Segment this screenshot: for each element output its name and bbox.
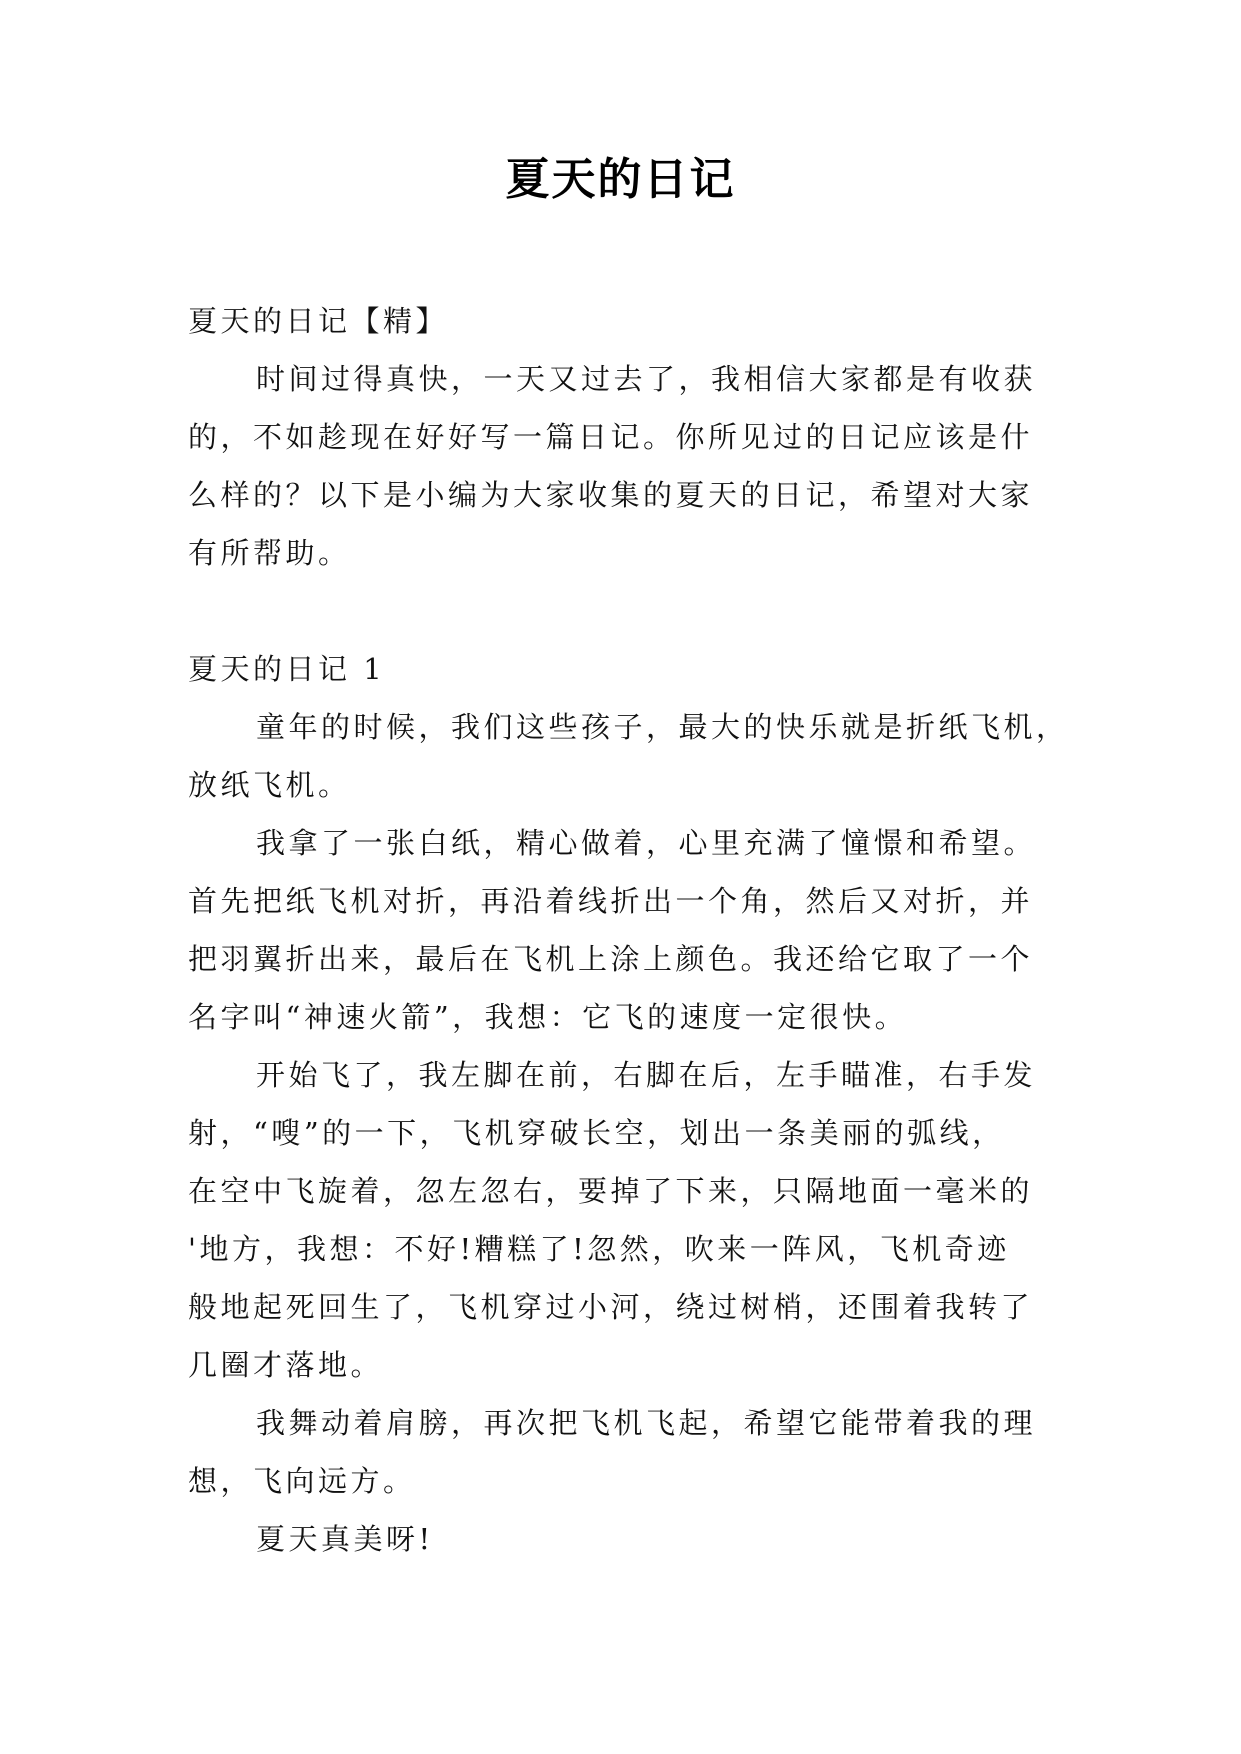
paragraph-line: '地方，我想：不好!糟糕了!忽然，吹来一阵风，飞机奇迹 [188,1232,1010,1266]
paragraph-line: 几圈才落地。 [188,1348,384,1382]
paragraph-line: 般地起死回生了，飞机穿过小河，绕过树梢，还围着我转了 [188,1290,1034,1324]
paragraph-line: 童年的时候，我们这些孩子，最大的快乐就是折纸飞机， [256,710,1069,744]
intro-line: 么样的？以下是小编为大家收集的夏天的日记，希望对大家 [188,478,1034,512]
intro-line: 有所帮助。 [188,536,351,570]
paragraph-line: 我拿了一张白纸，精心做着，心里充满了憧憬和希望。 [256,826,1037,860]
page-title: 夏天的日记 [505,154,736,205]
paragraph-line: 名字叫“神速火箭”，我想：它飞的速度一定很快。 [188,1000,908,1034]
paragraph-line: 在空中飞旋着，忽左忽右，要掉了下来，只隔地面一毫米的 [188,1174,1034,1208]
paragraph-line: 夏天真美呀! [256,1522,434,1556]
paragraph-line: 首先把纸飞机对折，再沿着线折出一个角，然后又对折，并 [188,884,1034,918]
intro-line: 的，不如趁现在好好写一篇日记。你所见过的日记应该是什 [188,420,1034,454]
document-body [188,292,1068,1568]
paragraph-line: 放纸飞机。 [188,768,351,802]
paragraph-line: 把羽翼折出来，最后在飞机上涂上颜色。我还给它取了一个 [188,942,1034,976]
paragraph-line: 我舞动着肩膀，再次把飞机飞起，希望它能带着我的理 [256,1406,1037,1440]
intro-heading: 夏天的日记【精】 [188,304,449,338]
paragraph-line: 想，飞向远方。 [188,1464,416,1498]
spacer [188,582,1068,640]
paragraph-line: 射，“嗖”的一下，飞机穿破长空，划出一条美丽的弧线， [188,1116,1005,1150]
paragraph-line: 开始飞了，我左脚在前，右脚在后，左手瞄准，右手发 [256,1058,1037,1092]
section-heading: 夏天的日记 1 [188,652,386,686]
intro-line: 时间过得真快，一天又过去了，我相信大家都是有收获 [256,362,1037,396]
